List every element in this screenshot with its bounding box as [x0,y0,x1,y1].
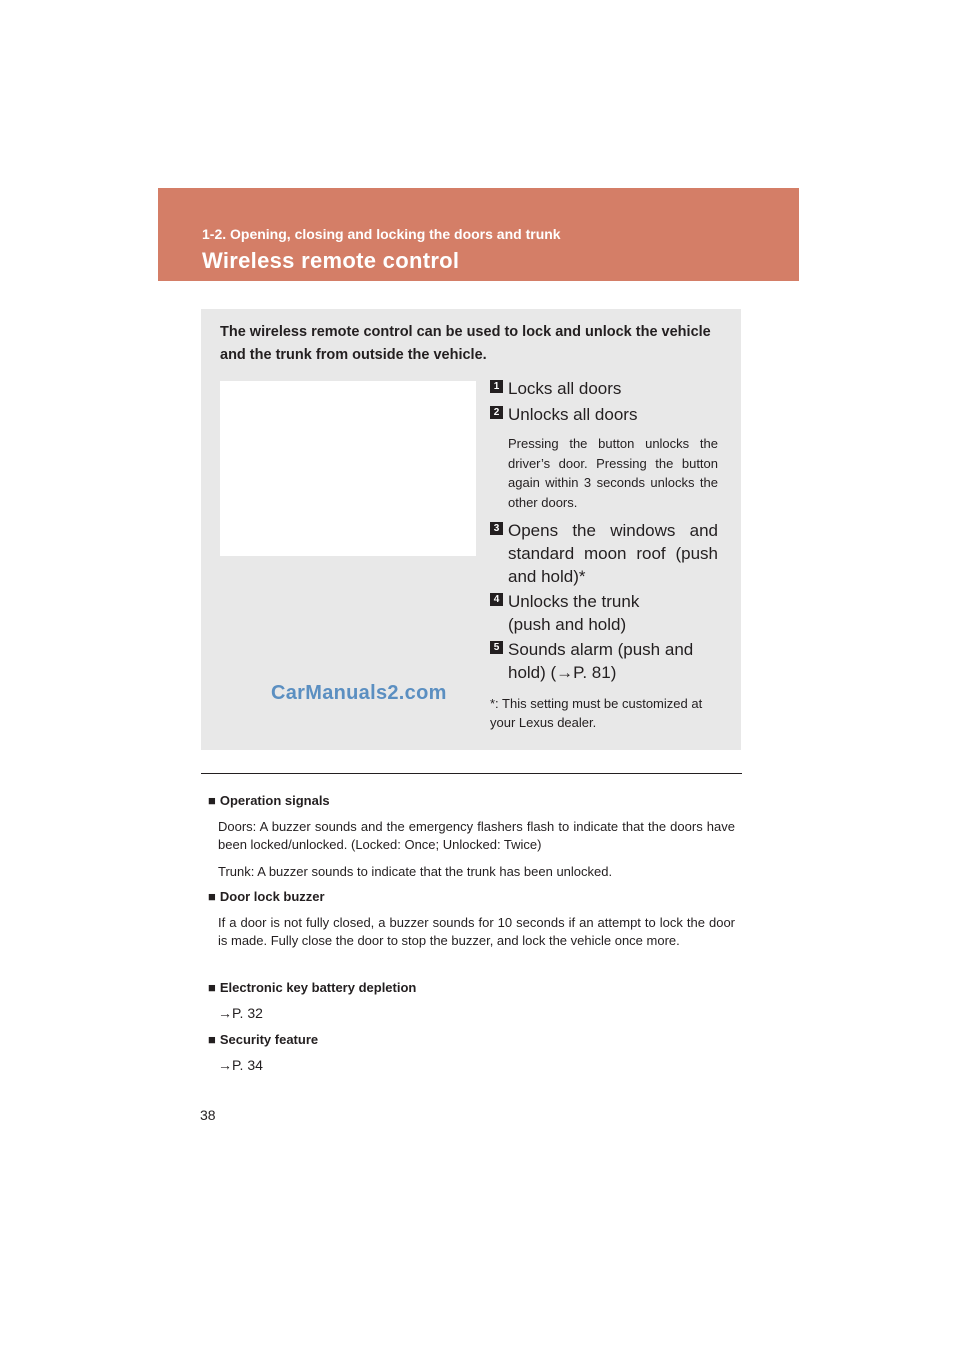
section-heading [208,793,330,808]
square-bullet-icon: ■ [208,889,216,904]
item-label: Unlocks the trunk (push and hold) [508,592,640,634]
page-reference: →P. 32 [218,1005,263,1021]
square-bullet-icon: ■ [208,1032,216,1047]
divider [201,773,742,774]
item-2-note: Pressing the button unlocks the driver’s door. Pressing the button again within 3 seconds unlocks the other doors. [508,436,718,510]
item-label: Unlocks all doors [508,405,638,424]
section-heading [208,980,416,995]
item-label: Opens the windows and standard moon roof (push and hold)* [508,521,718,586]
section-title: Operation signals [219,793,330,808]
summary-box [201,309,741,750]
page-number: 38 [200,1107,216,1123]
number-marker: 5 [490,641,503,654]
section-title: Security feature [219,1032,319,1047]
section-label: 1-2. Opening, closing and locking the doors and trunk [202,226,561,242]
paragraph: Doors: A buzzer sounds and the emergency flashers flash to indicate that the doors have been locked/unlocked. (Locked: Once; Unlocked: Twice) [218,819,735,852]
section-heading [208,1032,318,1047]
page-reference: →P. 34 [218,1057,263,1073]
paragraph: If a door is not fully closed, a buzzer sounds for 10 seconds if an attempt to lock the door is made. Fully close the door to stop the buzzer, and lock the vehicle once more. [218,915,735,948]
number-marker: 3 [490,522,503,535]
number-marker: 4 [490,593,503,606]
square-bullet-icon: ■ [208,980,216,995]
item-label: Sounds alarm (push and hold) (→P. 81) [508,640,694,682]
paragraph: Trunk: A buzzer sounds to indicate that the trunk has been unlocked. [218,864,613,879]
watermark: CarManuals2.com [271,682,447,704]
section-title: Door lock buzzer [219,889,325,904]
section-title: Electronic key battery depletion [219,980,417,995]
page-title: Wireless remote control [202,248,460,273]
header-band [158,188,799,281]
square-bullet-icon: ■ [208,793,216,808]
number-marker: 1 [490,380,503,393]
intro-text: The wireless remote control can be used to lock and unlock the vehicle and the trunk from outside the vehicle. [220,324,711,363]
number-marker: 2 [490,406,503,419]
section-heading [208,889,325,904]
item-label: Locks all doors [508,379,622,398]
footnote: *: This setting must be customized at your Lexus dealer. [490,696,703,730]
remote-control-image [220,381,476,556]
